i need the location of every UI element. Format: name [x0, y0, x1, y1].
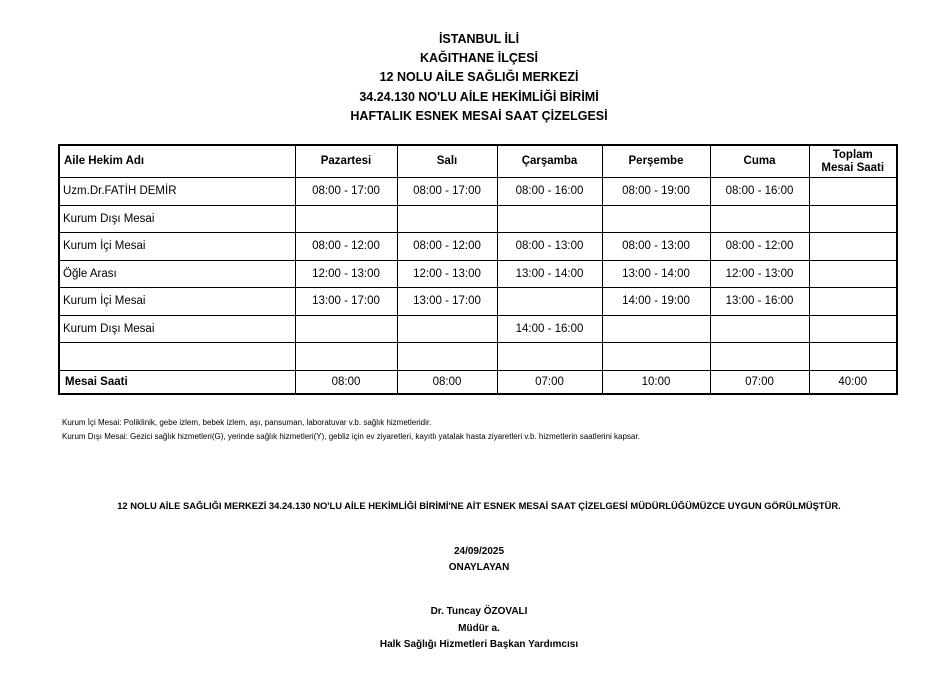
- cell-friday: [710, 205, 809, 233]
- approval-date-block: [0, 544, 942, 576]
- approval-date: 24/09/2025: [453, 546, 505, 557]
- signatory-block: [0, 604, 942, 654]
- cell-monday: 13:00 - 17:00: [295, 288, 397, 316]
- header-wednesday: Çarşamba: [497, 145, 602, 178]
- cell-monday: 12:00 - 13:00: [295, 260, 397, 288]
- schedule-title: HAFTALIK ESNEK MESAİ SAAT ÇİZELGESİ: [350, 108, 608, 123]
- schedule-table: [58, 144, 898, 395]
- cell-monday: [295, 315, 397, 343]
- approval-statement: 12 NOLU AİLE SAĞLIĞI MERKEZİ 34.24.130 NO'LU AİLE HEKİMLİĞİ BİRİMİ'NE AİT ESNEK MESAİ SAAT ÇİZELGESİ MÜDÜRLÜĞÜMÜZCE UYGUN GÖRÜLMÜŞTÜR.: [117, 500, 841, 511]
- cell-thursday: 14:00 - 19:00: [602, 288, 710, 316]
- signatory-name: Dr. Tuncay ÖZOVALI: [430, 606, 528, 617]
- cell-monday: 08:00 - 12:00: [295, 233, 397, 261]
- cell-wednesday: [497, 343, 602, 371]
- cell-total: [809, 178, 897, 206]
- cell-friday: [710, 343, 809, 371]
- approver-label: ONAYLAYAN: [448, 562, 510, 573]
- cell-thursday: 08:00 - 19:00: [602, 178, 710, 206]
- table-row: [59, 178, 897, 206]
- table-row: [59, 343, 897, 371]
- header-tuesday: Salı: [397, 145, 497, 178]
- district-title: KAĞITHANE İLÇESİ: [419, 51, 539, 66]
- cell-friday: 12:00 - 13:00: [710, 260, 809, 288]
- note-external-hours: Kurum Dışı Mesai: Gezici sağlık hizmetleri(G), yerinde sağlık hizmetleri(Y), gebliz için ev ziyaretleri, kayıtlı yatalak hasta ziyaretleri v.b. hizmetlerin saatlerini kapsar.: [62, 432, 640, 441]
- cell-total: [809, 343, 897, 371]
- footnotes: [62, 416, 640, 444]
- cell-tuesday: 08:00 - 12:00: [397, 233, 497, 261]
- cell-tuesday: [397, 315, 497, 343]
- cell-monday: [295, 343, 397, 371]
- row-label: Öğle Arası: [59, 260, 295, 288]
- header-total-line2: Mesai Saati: [821, 161, 885, 174]
- total-tuesday: 08:00: [397, 370, 497, 394]
- table-row: [59, 288, 897, 316]
- row-label: Kurum İçi Mesai: [59, 233, 295, 261]
- table-header-row: [59, 145, 897, 178]
- province-title: İSTANBUL İLİ: [438, 32, 520, 46]
- cell-friday: 13:00 - 16:00: [710, 288, 809, 316]
- cell-wednesday: 08:00 - 13:00: [497, 233, 602, 261]
- cell-wednesday: 14:00 - 16:00: [497, 315, 602, 343]
- center-title: 12 NOLU AİLE SAĞLIĞI MERKEZİ: [379, 70, 579, 85]
- cell-thursday: [602, 315, 710, 343]
- cell-total: [809, 205, 897, 233]
- note-internal-hours: Kurum İçi Mesai: Poliklinik, gebe izlem, bebek izlem, aşı, pansuman, laboratuvar v.b. sağlık hizmetleridir.: [62, 418, 432, 427]
- table-row: [59, 233, 897, 261]
- cell-total: [809, 260, 897, 288]
- total-friday: 07:00: [710, 370, 809, 394]
- total-thursday: 10:00: [602, 370, 710, 394]
- cell-wednesday: [497, 205, 602, 233]
- row-label: Uzm.Dr.FATİH DEMİR: [59, 178, 295, 206]
- header-monday: Pazartesi: [295, 145, 397, 178]
- row-label: Kurum Dışı Mesai: [59, 205, 295, 233]
- cell-friday: 08:00 - 16:00: [710, 178, 809, 206]
- row-label: Kurum İçi Mesai: [59, 288, 295, 316]
- cell-total: [809, 288, 897, 316]
- unit-title: 34.24.130 NO'LU AİLE HEKİMLİĞİ BİRİMİ: [359, 89, 599, 104]
- cell-monday: 08:00 - 17:00: [295, 178, 397, 206]
- cell-tuesday: 12:00 - 13:00: [397, 260, 497, 288]
- total-weekly-hours: 40:00: [809, 370, 897, 394]
- header-thursday: Perşembe: [602, 145, 710, 178]
- cell-tuesday: [397, 343, 497, 371]
- total-monday: 08:00: [295, 370, 397, 394]
- total-hours-row: [59, 370, 897, 394]
- table-row: [59, 315, 897, 343]
- cell-tuesday: 08:00 - 17:00: [397, 178, 497, 206]
- total-wednesday: 07:00: [497, 370, 602, 394]
- cell-thursday: [602, 205, 710, 233]
- table-row: [59, 205, 897, 233]
- cell-total: [809, 315, 897, 343]
- header-total-line1: Toplam: [832, 148, 873, 161]
- table-row: [59, 260, 897, 288]
- signatory-title: Halk Sağlığı Hizmetleri Başkan Yardımcısı: [379, 639, 579, 650]
- cell-monday: [295, 205, 397, 233]
- header-total-hours: [809, 145, 897, 178]
- header-doctor-name: Aile Hekim Adı: [59, 145, 295, 178]
- cell-thursday: [602, 343, 710, 371]
- cell-thursday: 13:00 - 14:00: [602, 260, 710, 288]
- cell-friday: 08:00 - 12:00: [710, 233, 809, 261]
- cell-tuesday: 13:00 - 17:00: [397, 288, 497, 316]
- signatory-role: Müdür a.: [458, 622, 500, 634]
- cell-wednesday: [497, 288, 602, 316]
- cell-total: [809, 233, 897, 261]
- row-label: [59, 343, 295, 371]
- header-friday: Cuma: [710, 145, 809, 178]
- total-row-label: Mesai Saati: [59, 370, 295, 394]
- cell-wednesday: 13:00 - 14:00: [497, 260, 602, 288]
- row-label: Kurum Dışı Mesai: [59, 315, 295, 343]
- cell-wednesday: 08:00 - 16:00: [497, 178, 602, 206]
- cell-tuesday: [397, 205, 497, 233]
- cell-friday: [710, 315, 809, 343]
- document-header: [0, 30, 942, 126]
- cell-thursday: 08:00 - 13:00: [602, 233, 710, 261]
